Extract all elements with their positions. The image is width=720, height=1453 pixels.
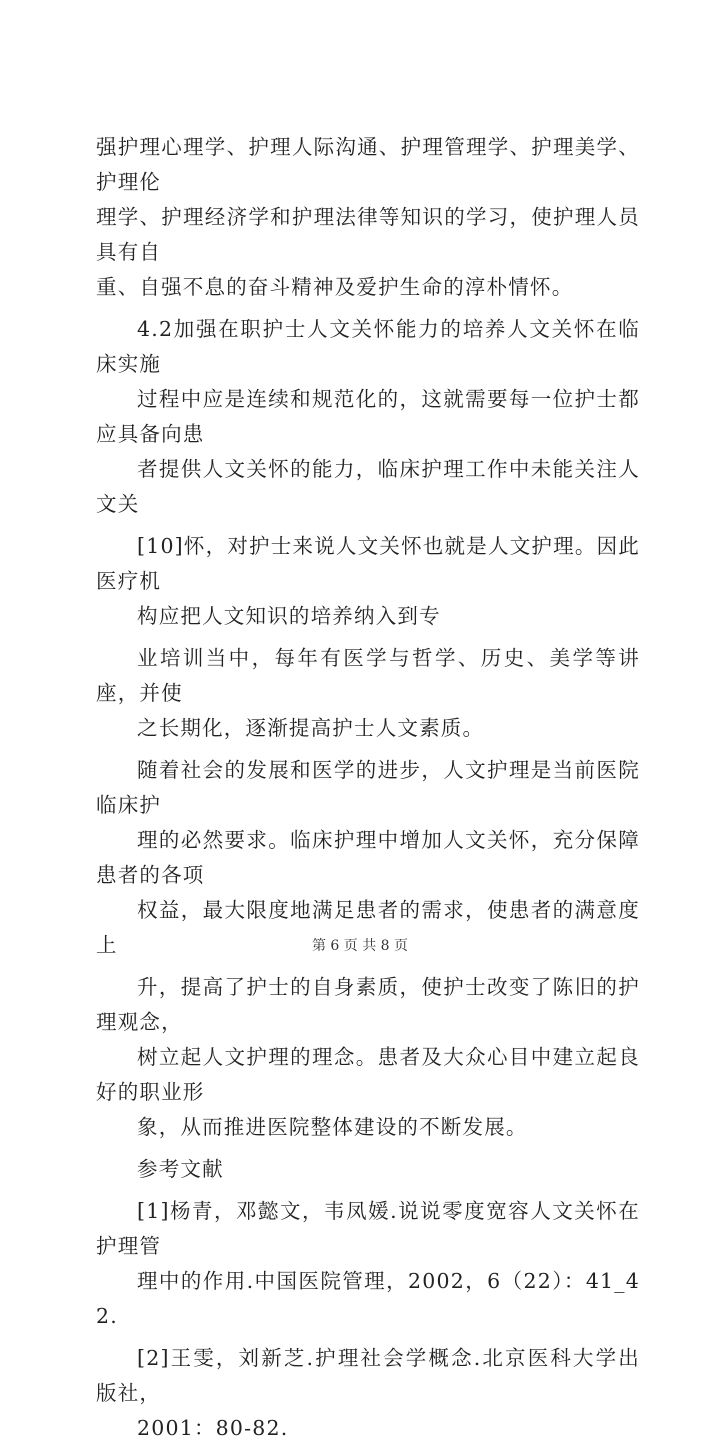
text-line: 升，提高了护士的自身素质，使护士改变了陈旧的护理观念， [96, 975, 640, 1034]
text-line: 4.2加强在职护士人文关怀能力的培养人文关怀在临床实施 [96, 317, 640, 376]
text-line: [10]怀，对护士来说人文关怀也就是人文护理。因此医疗机 [96, 534, 640, 593]
references-heading [96, 1152, 640, 1187]
text-line: 随着社会的发展和医学的进步，人文护理是当前医院临床护 [96, 758, 640, 817]
paragraph-training [96, 641, 640, 746]
document-body [96, 130, 640, 1453]
page-number-footer: 第 6 页 共 8 页 [311, 938, 409, 954]
paragraph-social-development [96, 753, 640, 963]
text-line: [2]王雯，刘新芝.护理社会学概念.北京医科大学出版社， [96, 1346, 640, 1405]
text-line: 参考文献 [137, 1157, 224, 1181]
paragraph-humanistic-care [96, 529, 640, 634]
text-line: 2001：80-82. [137, 1416, 289, 1440]
text-line: 者提供人文关怀的能力，临床护理工作中未能关注人文关 [96, 457, 640, 516]
paragraph-nursing-curriculum [96, 130, 640, 305]
text-line: 之长期化，逐渐提高护士人文素质。 [137, 716, 485, 740]
text-line: 构应把人文知识的培养纳入到专 [137, 604, 441, 628]
text-line: 强护理心理学、护理人际沟通、护理管理学、护理美学、护理伦 [96, 135, 640, 194]
text-line: 重、自强不息的奋斗精神及爱护生命的淳朴情怀。 [96, 275, 574, 299]
text-line: 业培训当中，每年有医学与哲学、历史、美学等讲座，并使 [96, 646, 640, 705]
text-line: 权益，最大限度地满足患者的需求，使患者的满意度上 [96, 898, 640, 957]
reference-item-2 [96, 1341, 640, 1446]
paragraph-conclusion [96, 970, 640, 1145]
text-line: 过程中应是连续和规范化的，这就需要每一位护士都应具备向患 [96, 387, 640, 446]
text-line: 象，从而推进医院整体建设的不断发展。 [137, 1115, 528, 1139]
text-line: 树立起人文护理的理念。患者及大众心目中建立起良好的职业形 [96, 1045, 640, 1104]
paragraph-section-4-2 [96, 312, 640, 522]
text-line: 理中的作用.中国医院管理，2002，6（22）：41_42. [96, 1269, 640, 1328]
text-line: [1]杨青，邓懿文，韦凤媛.说说零度宽容人文关怀在护理管 [96, 1199, 640, 1258]
text-line: 理的必然要求。临床护理中增加人文关怀，充分保障患者的各项 [96, 828, 640, 887]
text-line: 理学、护理经济学和护理法律等知识的学习，使护理人员具有自 [96, 205, 640, 264]
reference-item-1 [96, 1194, 640, 1334]
